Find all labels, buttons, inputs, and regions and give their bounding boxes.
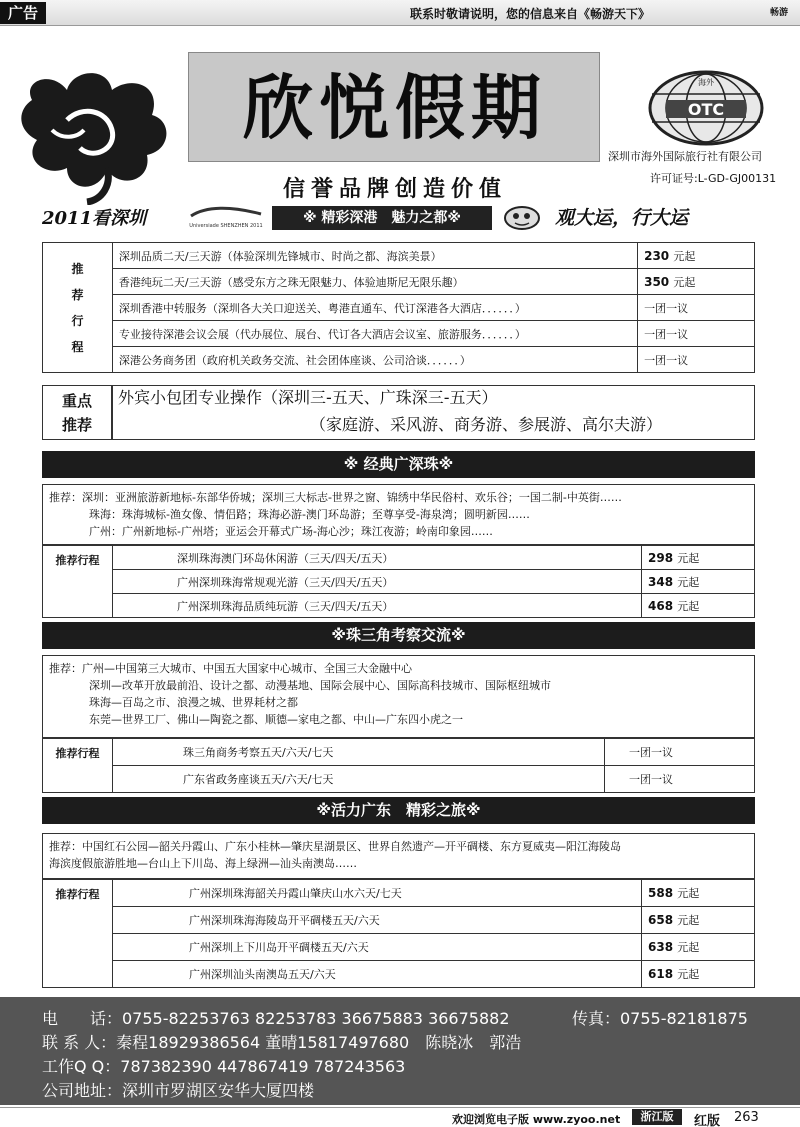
rec-line: 推荐：中国红石公园—韶关丹霞山、广东小桂林—肇庆星湖景区、世界自然遗产—开平碉楼、东方夏威夷—阳江海陵岛 [49,840,621,853]
itinerary-price: 298 元起 [642,546,755,570]
itinerary-price: 588 元起 [642,880,755,907]
contact-fax: 传真：0755-82181875 [572,1009,748,1028]
mascot-icon [502,203,542,231]
itinerary-desc: 珠三角商务考察五天/六天/七天 [113,739,605,766]
source-notice: 联系时敬请说明，您的信息来自《畅游天下》 [410,7,651,21]
rec-line: 深圳—改革开放最前沿、设计之都、动漫基地、国际会展中心、国际高科技城市、国际枢纽城市 [89,679,551,692]
magazine-logo: 畅游 [769,8,788,18]
itinerary-label: 推荐行程 [43,546,113,618]
tour-desc: 深圳品质二天/三天游（体验深圳先锋城市、时尚之都、海滨美景） [112,243,637,269]
itinerary-price: 468 元起 [642,594,755,618]
contact-panel [0,997,800,1105]
focus-label: 重点 推荐 [42,385,112,440]
itinerary-desc: 深圳珠海澳门环岛休闲游（三天/四天/五天） [113,546,642,570]
tour-price: 一团一议 [638,321,755,347]
slogan: 信誉品牌创造价值 [282,177,507,202]
tour-price: 230 元起 [638,243,755,269]
focus-line-1: 外宾小包团专业操作（深圳三-五天、广珠深三-五天） [118,388,498,407]
itinerary-desc: 广州深圳上下川岛开平碉楼五天/六天 [113,934,642,961]
itinerary-price: 一团一议 [605,739,755,766]
itinerary-label: 推荐行程 [43,880,113,988]
red-edition: 红版 [694,1114,721,1127]
focus-line-2: （家庭游、采风游、商务游、参展游、高尔夫游） [310,415,663,434]
company-name: 深圳市海外国际旅行社有限公司 [608,150,762,163]
otc-text: OTC [687,100,725,119]
section-title-prd: ※珠三角考察交流※ [42,622,755,649]
rec-line: 推荐：广州—中国第三大城市、中国五大国家中心城市、全国三大金融中心 [49,662,412,675]
itinerary-desc: 广州深圳珠海品质纯玩游（三天/四天/五天） [113,594,642,618]
recommend-table [42,242,755,373]
itinerary-price: 一团一议 [605,766,755,793]
itinerary-desc: 广州深圳汕头南澳岛五天/六天 [113,961,642,988]
contact-phone: 电 话：0755-82253763 82253783 36675883 36675882 [42,1009,510,1028]
license-number: 许可证号:L-GD-GJ00131 [650,172,777,185]
tour-desc: 专业接待深港会议会展（代办展位、展台、代订各大酒店会议室、旅游服务．．．．．．） [112,321,637,347]
itinerary-price: 348 元起 [642,570,755,594]
section2-itinerary-table [42,738,755,793]
tour-desc: 深圳香港中转服务（深圳各大关口迎送关、粤港直通车、代订深港各大酒店．．．．．．） [112,295,637,321]
section1-itinerary-table [42,545,755,618]
section2-recommend [42,655,755,738]
section-title-guangdong: ※活力广东 精彩之旅※ [42,797,755,824]
rec-line: 海滨度假旅游胜地—台山上下川岛、海上绿洲—汕头南澳岛…… [49,857,357,870]
itinerary-desc: 广州深圳珠海韶关丹霞山肇庆山水六天/七天 [113,880,642,907]
itinerary-price: 658 元起 [642,907,755,934]
universiade-logo [186,204,266,230]
itinerary-price: 618 元起 [642,961,755,988]
universiade-text: Universiade SHENZHEN 2011 [189,223,263,229]
itinerary-label: 推荐行程 [43,739,113,793]
contact-address: 公司地址：深圳市罗湖区安华大厦四楼 [42,1081,315,1100]
brand-title: 欣悦假期 [243,66,547,149]
recommend-label: 推 荐 行 程 [43,243,113,373]
brand-banner [188,52,600,162]
edition-badge: 浙江版 [632,1109,682,1125]
itinerary-price: 638 元起 [642,934,755,961]
rec-line: 广州：广州新地标-广州塔；亚运会开幕式广场-海心沙；珠江夜游；岭南印象园…… [89,525,493,538]
rec-line: 推荐：深圳：亚洲旅游新地标-东部华侨城；深圳三大标志-世界之窗、锦绣中华民俗村、欢乐谷；一国二制-中英街…… [49,491,622,504]
rec-line: 珠海—百岛之市、浪漫之城、世界耗材之都 [89,696,298,709]
year-calligraphy: 2011看深圳 [42,208,147,229]
tour-price: 一团一议 [638,295,755,321]
tour-price: 350 元起 [638,269,755,295]
rec-line: 珠海：珠海城标-渔女像、情侣路；珠海必游-澳门环岛游；至尊享受-海泉湾；圆明新园…… [89,508,530,521]
footer-welcome: 欢迎浏览电子版 www.zyoo.net [452,1113,621,1126]
tagline-bar: ※ 精彩深港 魅力之都※ [272,206,492,230]
ad-label: 广告 [0,2,46,24]
itinerary-desc: 广东省政务座谈五天/六天/七天 [113,766,605,793]
otc-globe-logo-icon [648,70,764,146]
contact-qq: 工作Q Q：787382390 447867419 787243563 [42,1057,406,1076]
flower-logo-icon [12,60,177,205]
tour-price: 一团一议 [638,347,755,373]
otc-top-text: 海外 [698,78,714,87]
section-title-classic: ※ 经典广深珠※ [42,451,755,478]
tour-desc: 深港公务商务团（政府机关政务交流、社会团体座谈、公司洽谈．．．．．．） [112,347,637,373]
section3-recommend [42,833,755,879]
section3-itinerary-table [42,879,755,988]
itinerary-desc: 广州深圳珠海海陵岛开平碉楼五天/六天 [113,907,642,934]
rec-line: 东莞—世界工厂、佛山—陶瓷之都、顺德—家电之都、中山—广东四小虎之一 [89,713,463,726]
itinerary-desc: 广州深圳珠海常规观光游（三天/四天/五天） [113,570,642,594]
section1-recommend [42,484,755,545]
motto: 观大运，行大运 [555,207,689,229]
contact-people: 联 系 人：秦程18929386564 董晴15817497680 陈晓冰 郭浩 [42,1033,522,1052]
page-number: 263 [734,1110,759,1125]
tour-desc: 香港纯玩二天/三天游（感受东方之珠无限魅力、体验迪斯尼无限乐趣） [112,269,637,295]
